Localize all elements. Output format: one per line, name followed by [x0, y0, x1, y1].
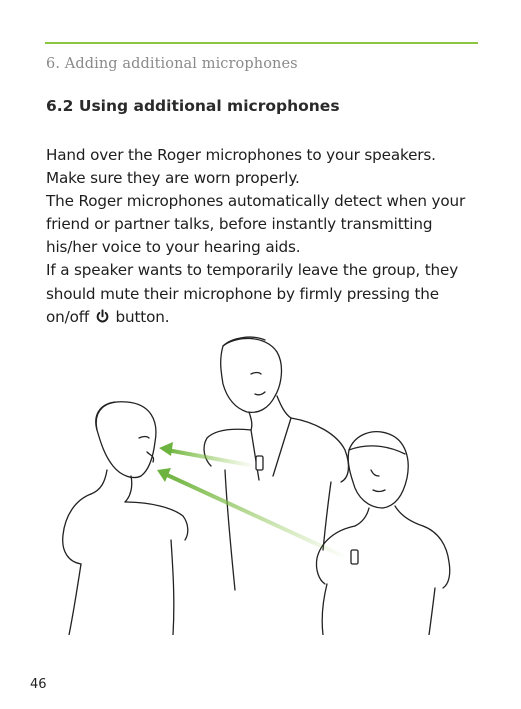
person-right: [316, 432, 449, 635]
paragraph: Hand over the Roger microphones to your speakers.: [46, 146, 436, 164]
illustration: [55, 330, 455, 635]
person-center: [204, 337, 348, 590]
body-text: [46, 144, 486, 329]
section-header: 6. Adding additional microphones: [46, 56, 298, 72]
signal-arrow: [167, 450, 255, 466]
signal-arrow: [165, 474, 347, 558]
paragraph-text: If a speaker wants to temporarily leave the group, they should mute their microphone by firmly pressing the: [46, 261, 459, 303]
button-text-before: on/off: [46, 307, 90, 326]
microphone-icon: [256, 456, 263, 470]
header-rule: [45, 42, 478, 44]
page-number: 46: [30, 677, 47, 692]
paragraph: The Roger microphones automatically detect when your friend or partner talks, before instantly transmitting his/her voice to your hearing aids.: [46, 192, 466, 257]
page-heading: 6.2 Using additional microphones: [46, 97, 340, 115]
button-text-after: button.: [115, 307, 170, 326]
paragraph: Make sure they are worn properly.: [46, 169, 300, 188]
microphone-icon: [351, 550, 358, 564]
person-left: [63, 402, 188, 635]
paragraph: [46, 259, 486, 328]
arrow-head-icon: [159, 442, 173, 456]
power-icon: [95, 309, 110, 324]
